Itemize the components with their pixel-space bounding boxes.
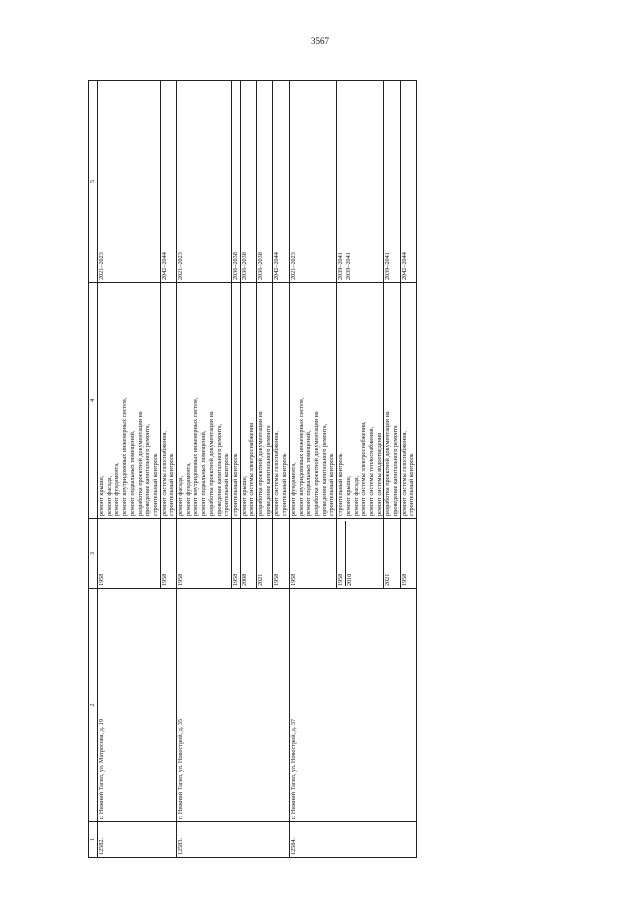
year-cell: 1958	[160, 519, 176, 589]
work-line: ремонт внутридомовых инженерных систем,	[297, 397, 305, 516]
work-line: ремонт фасада,	[105, 475, 113, 516]
year-cell	[337, 519, 384, 589]
period-line: 2021–2023	[177, 252, 185, 280]
works-cell	[400, 283, 416, 519]
work-line: ремонт фасада,	[352, 475, 360, 516]
period-cell	[231, 81, 240, 283]
work-line: ремонт системы газоснабжения,	[400, 431, 408, 516]
work-line: ремонт системы электроснабжения	[248, 423, 256, 516]
works-cell	[257, 283, 273, 519]
year-cell: 1958	[177, 519, 232, 589]
period-line: 2042–2044	[273, 252, 281, 280]
year-cell: 2021	[384, 519, 400, 589]
work-line: ремонт крыши,	[98, 475, 105, 516]
work-line: строительный контроль	[168, 453, 176, 516]
works-cell	[177, 283, 232, 519]
period-cell	[289, 81, 336, 283]
work-line: проведение капитального ремонта,	[215, 423, 223, 516]
work-line: ремонт системы водоотведения	[375, 433, 383, 516]
work-line: ремонт крыши,	[240, 475, 248, 516]
period-line: 2039–2041	[344, 252, 352, 280]
year-line: 2010	[345, 573, 353, 586]
period-cell	[400, 81, 416, 283]
work-line: проведение капитального ремонта	[392, 425, 400, 516]
work-line: ремонт системы газоснабжения,	[160, 431, 168, 516]
row-number: 12584.	[289, 822, 416, 858]
work-line: разработка проектной документации на	[257, 411, 265, 516]
period-line: 2036–2038	[231, 252, 239, 280]
repair-schedule-table	[88, 80, 417, 858]
table-row	[98, 81, 161, 858]
header-cell: 3	[89, 519, 98, 589]
work-line: проведение капитального ремонта,	[320, 423, 328, 516]
works-cell	[273, 283, 289, 519]
header-cell: 1	[89, 822, 98, 858]
work-line: разработка проектной документации на	[312, 411, 320, 516]
year-cell: 1958	[98, 519, 161, 589]
period-line: 2042–2044	[400, 252, 408, 280]
work-line: строительный контроль	[223, 453, 231, 516]
year-line: 1958	[337, 521, 346, 586]
works-cell	[289, 283, 336, 519]
work-line: строительный контроль	[408, 453, 416, 516]
table-row	[177, 81, 232, 858]
work-line: ремонт фасада,	[177, 475, 185, 516]
period-cell	[240, 81, 256, 283]
works-cell	[384, 283, 400, 519]
year-cell: 1958	[400, 519, 416, 589]
row-number: 12582.	[98, 822, 177, 858]
work-line: ремонт фундамента,	[113, 462, 121, 516]
period-line: 2036–2038	[240, 252, 248, 280]
year-cell: 1958	[231, 519, 240, 589]
year-cell: 2021	[257, 519, 273, 589]
work-line: строительный контроль	[281, 453, 289, 516]
page-number: 3567	[311, 36, 329, 46]
table-body	[98, 81, 417, 858]
work-line: разработка проектной документации на	[207, 411, 215, 516]
work-line: ремонт крыши,	[344, 475, 352, 516]
work-line: ремонт подвальных помещений,	[305, 430, 313, 516]
period-cell	[337, 81, 384, 283]
work-line: разработка проектной документации на	[384, 411, 392, 516]
period-line: 2039–2041	[384, 252, 392, 280]
period-line: 2039–2041	[337, 252, 345, 280]
period-line: 2021–2023	[289, 252, 297, 280]
period-cell	[384, 81, 400, 283]
period-cell	[177, 81, 232, 283]
rotated-table-container	[88, 81, 588, 858]
work-line: ремонт внутридомовых инженерных систем,	[192, 397, 200, 516]
work-line: строительный контроль	[337, 453, 345, 516]
work-line: проведение капитального ремонта	[264, 425, 272, 516]
period-cell	[98, 81, 161, 283]
works-cell	[231, 283, 240, 519]
period-line: 2042–2044	[160, 252, 168, 280]
header-cell: 2	[89, 589, 98, 822]
year-cell: 1958	[273, 519, 289, 589]
work-line: ремонт внутридомовых инженерных систем,	[121, 397, 129, 516]
work-line: ремонт фундамента,	[289, 462, 297, 516]
year-cell: 2008	[240, 519, 256, 589]
header-cell: 5	[89, 81, 98, 283]
work-line: ремонт подвальных помещений,	[200, 430, 208, 516]
works-cell	[337, 283, 384, 519]
work-line: строительный контроль	[231, 453, 239, 516]
work-line: ремонт фундамента,	[184, 462, 192, 516]
work-line: ремонт системы электроснабжения,	[360, 421, 368, 516]
work-line: разработка проектной документации на	[136, 411, 144, 516]
works-cell	[98, 283, 161, 519]
address-cell: г. Нижний Тагил, ул. Матросова, д. 19	[98, 589, 177, 822]
work-line: проведение капитального ремонта,	[144, 423, 152, 516]
work-line: ремонт системы теплоснабжения,	[367, 426, 375, 516]
works-cell	[160, 283, 176, 519]
period-line: 2036–2038	[257, 252, 265, 280]
work-line: строительный контроль	[151, 453, 159, 516]
year-cell: 1958	[289, 519, 336, 589]
row-number: 12583.	[177, 822, 290, 858]
header-cell: 4	[89, 283, 98, 519]
work-line: строительный контроль	[328, 453, 336, 516]
address-cell: г. Нижний Тагил, ул. Новострой, д. 37	[289, 589, 416, 822]
period-line: 2021–2023	[98, 252, 105, 280]
period-cell	[160, 81, 176, 283]
table-row	[289, 81, 336, 858]
address-cell: г. Нижний Тагил, ул. Новострой, д. 35	[177, 589, 290, 822]
works-cell	[240, 283, 256, 519]
work-line: ремонт подвальных помещений,	[128, 430, 136, 516]
header-row	[89, 81, 98, 858]
period-cell	[273, 81, 289, 283]
period-cell	[257, 81, 273, 283]
work-line: ремонт системы газоснабжения,	[273, 431, 281, 516]
